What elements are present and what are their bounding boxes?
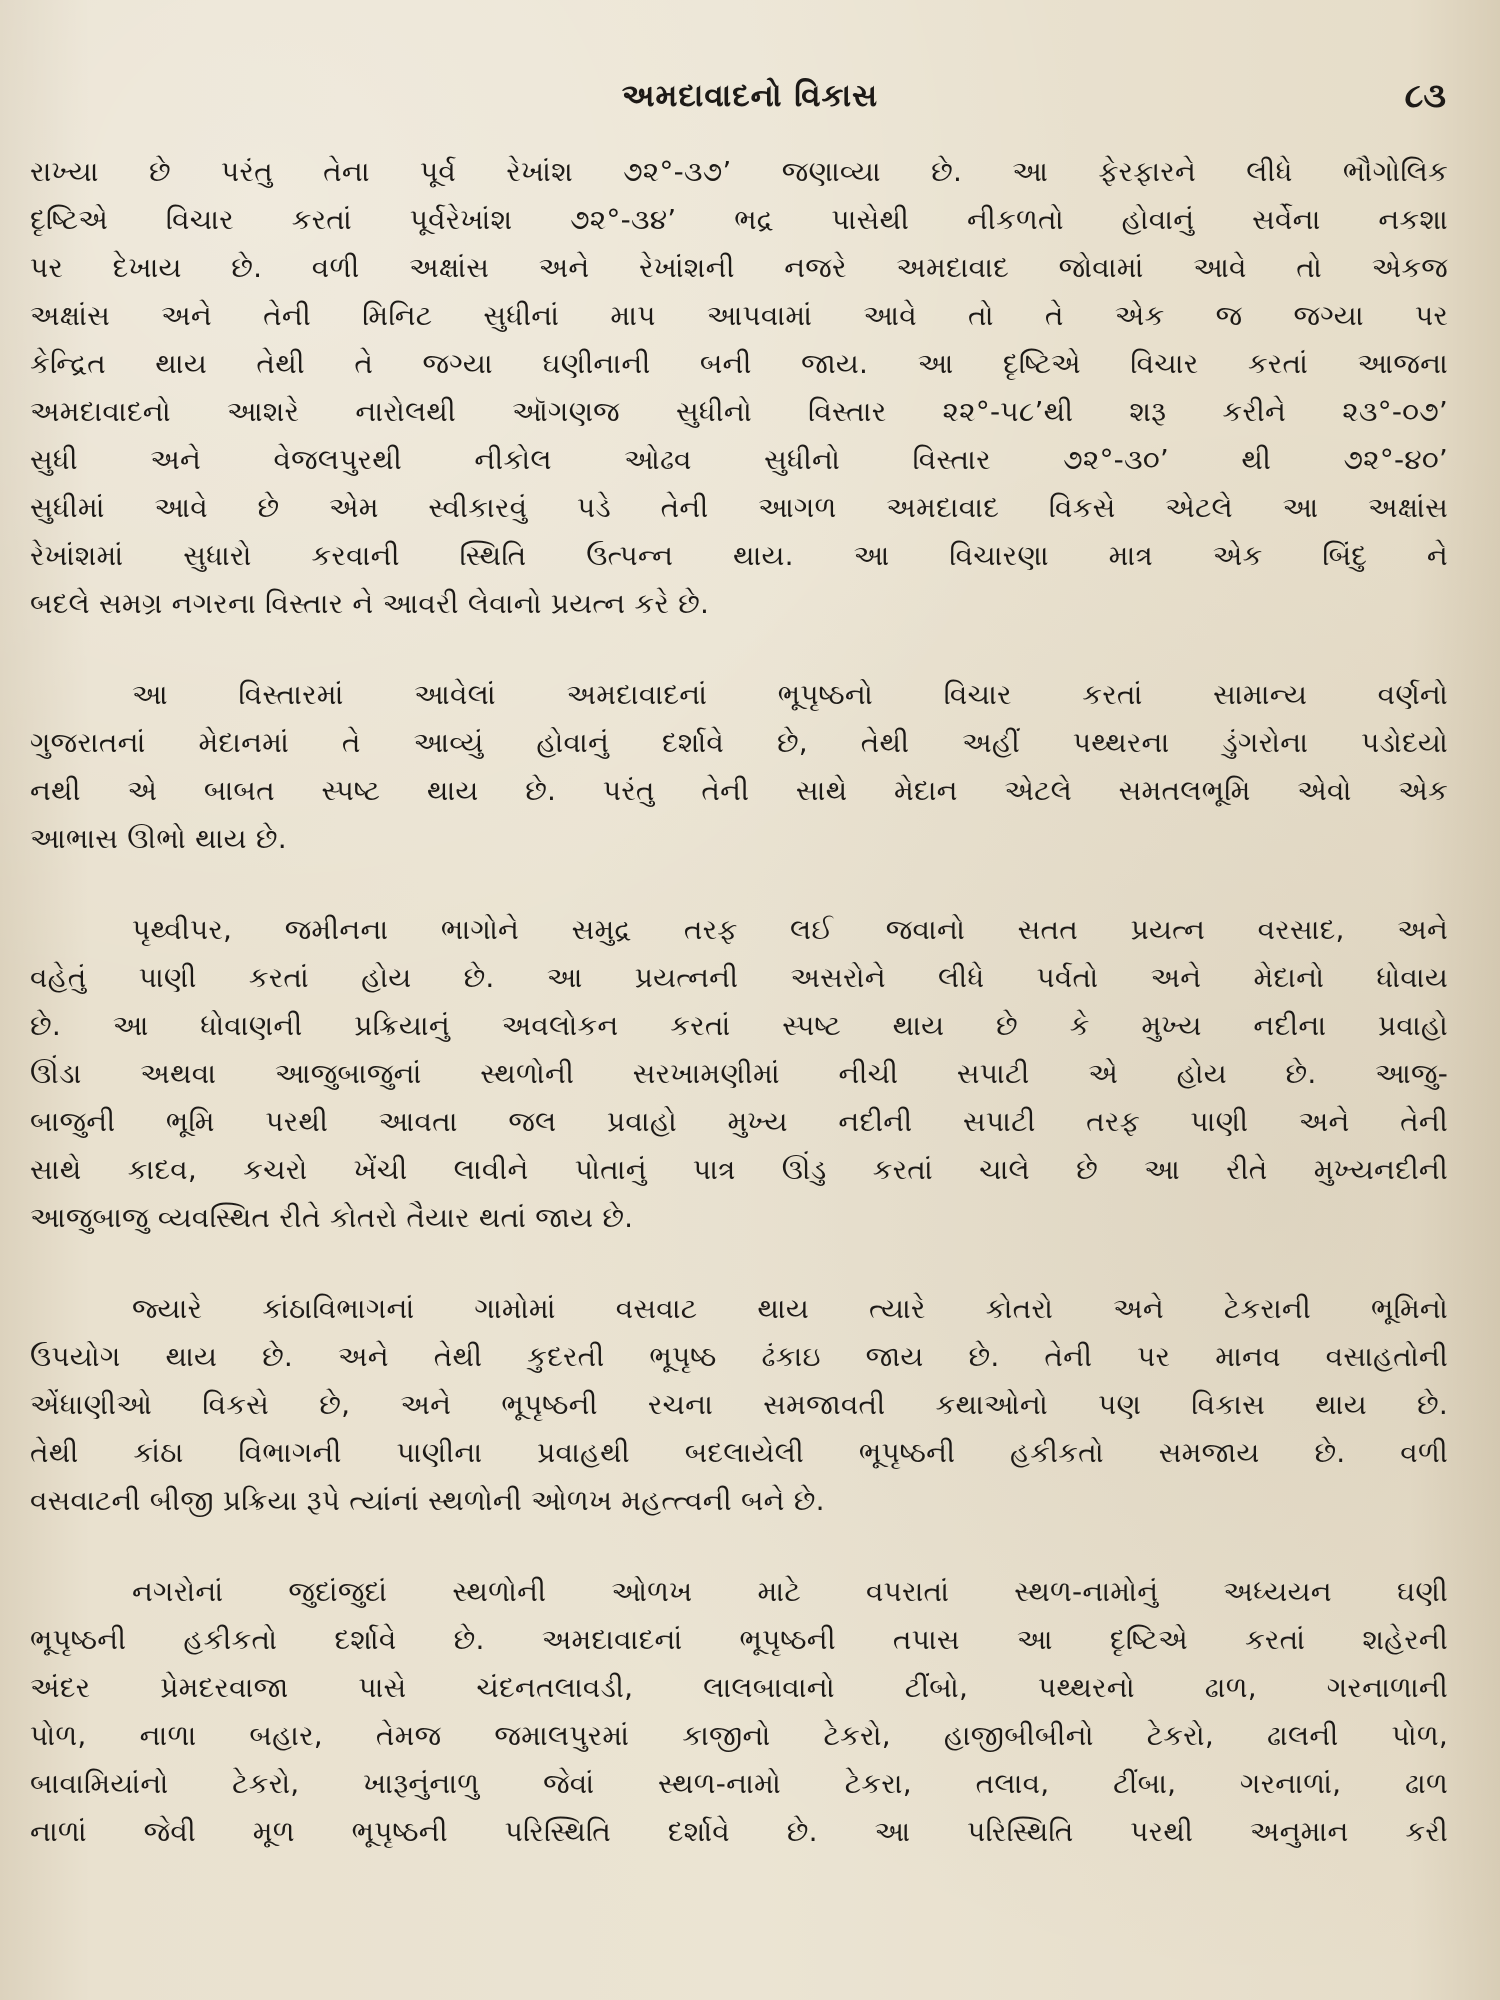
text-line: ગુજરાતનાં મેદાનમાં તે આવ્યું હોવાનું દર્શાવે છે, તેથી અહીં પથ્થરના ડુંગરોના પડોદયો	[30, 726, 1448, 759]
text-line: તેથી કાંઠા વિભાગની પાણીના પ્રવાહથી બદલાયેલી ભૂપૃષ્ઠની હકીકતો સમજાય છે. વળી	[30, 1436, 1448, 1469]
text-line: દૃષ્ટિએ વિચાર કરતાં પૂર્વરેખાંશ ૭૨°-૩૪’ ભદ્ર પાસેથી નીકળતો હોવાનું સર્વેના નકશા	[30, 203, 1448, 236]
paragraph-place-names	[30, 1568, 1448, 1856]
running-header	[0, 66, 1500, 126]
paragraph-erosion	[30, 906, 1448, 1242]
text-line: અંદર પ્રેમદરવાજા પાસે ચંદનતલાવડી, લાલબાવાનો ટીંબો, પથ્થરનો ઢાળ, ગરનાળાની	[30, 1671, 1448, 1704]
text-line: નાળાં જેવી મૂળ ભૂપૃષ્ઠની પરિસ્થિતિ દર્શાવે છે. આ પરિસ્થિતિ પરથી અનુમાન કરી	[30, 1815, 1448, 1848]
text-line: સુધી અને વેજલપુરથી નીકોલ ઓઢવ સુધીનો વિસ્તાર ૭૨°-૩૦’ થી ૭૨°-૪૦’	[30, 443, 1448, 476]
paragraph-coordinates	[30, 148, 1448, 628]
text-line: વહેતું પાણી કરતાં હોય છે. આ પ્રયત્નની અસરોને લીધે પર્વતો અને મેદાનો ધોવાય	[30, 961, 1448, 994]
text-line: અક્ષાંસ અને તેની મિનિટ સુધીનાં માપ આપવામાં આવે તો તે એક જ જગ્યા પર	[30, 299, 1448, 332]
text-line: પર દેખાય છે. વળી અક્ષાંસ અને રેખાંશની નજરે અમદાવાદ જોવામાં આવે તો એકજ	[30, 251, 1448, 284]
text-line: ઊંડા અથવા આજુબાજુનાં સ્થળોની સરખામણીમાં નીચી સપાટી એ હોય છે. આજુ-	[30, 1057, 1448, 1090]
text-line: સાથે કાદવ, કચરો ખેંચી લાવીને પોતાનું પાત્ર ઊંડુ કરતાં ચાલે છે આ રીતે મુખ્યનદીની	[30, 1153, 1448, 1186]
text-line: ઉપયોગ થાય છે. અને તેથી કુદરતી ભૂપૃષ્ઠ ઢંકાઇ જાય છે. તેની પર માનવ વસાહતોની	[30, 1340, 1448, 1373]
page-number: ૮૩	[1404, 76, 1446, 116]
text-line: બાવામિયાંનો ટેકરો, ખારૂનુંનાળુ જેવાં સ્થળ-નામો ટેકરા, તલાવ, ટીંબા, ગરનાળાં, ઢાળ	[30, 1767, 1448, 1800]
text-line: અમદાવાદનો આશરે નારોલથી ઑગણજ સુધીનો વિસ્તાર ૨૨°-૫૮’થી શરૂ કરીને ૨૩°-૦૭’	[30, 395, 1448, 428]
text-line: આભાસ ઊભો થાય છે.	[30, 822, 287, 855]
paragraph-settlement	[30, 1285, 1448, 1525]
text-line: બાજુની ભૂમિ પરથી આવતા જલ પ્રવાહો મુખ્ય નદીની સપાટી તરફ પાણી અને તેની	[30, 1105, 1448, 1138]
text-line: વસવાટની બીજી પ્રક્રિયા રૂપે ત્યાંનાં સ્થળોની ઓળખ મહત્ત્વની બને છે.	[30, 1484, 825, 1517]
text-line: જ્યારે કાંઠાવિભાગનાં ગામોમાં વસવાટ થાય ત્યારે કોતરો અને ટેકરાની ભૂમિનો	[132, 1292, 1448, 1325]
text-line: પૃથ્વીપર, જમીનના ભાગોને સમુદ્ર તરફ લઈ જવાનો સતત પ્રયત્ન વરસાદ, અને	[132, 913, 1448, 946]
text-line: પોળ, નાળા બહાર, તેમજ જમાલપુરમાં કાજીનો ટેકરો, હાજીબીબીનો ટેકરો, ઢાલની પોળ,	[30, 1719, 1448, 1752]
paragraph-surface	[30, 671, 1448, 863]
text-line: કેન્દ્રિત થાય તેથી તે જગ્યા ઘણીનાની બની જાય. આ દૃષ્ટિએ વિચાર કરતાં આજના	[30, 347, 1448, 380]
body-text	[30, 148, 1448, 1899]
text-line: નથી એ બાબત સ્પષ્ટ થાય છે. પરંતુ તેની સાથે મેદાન એટલે સમતલભૂમિ એવો એક	[30, 774, 1448, 807]
text-line: રેખાંશમાં સુધારો કરવાની સ્થિતિ ઉત્પન્ન થાય. આ વિચારણા માત્ર એક બિંદુ ને	[30, 539, 1448, 572]
text-line: છે. આ ધોવાણની પ્રક્રિયાનું અવલોકન કરતાં સ્પષ્ટ થાય છે કે મુખ્ય નદીના પ્રવાહો	[30, 1009, 1448, 1042]
text-line: સુધીમાં આવે છે એમ સ્વીકારવું પડે તેની આગળ અમદાવાદ વિકસે એટલે આ અક્ષાંસ	[30, 491, 1448, 524]
text-line: બદલે સમગ્ર નગરના વિસ્તાર ને આવરી લેવાનો પ્રયત્ન કરે છે.	[30, 587, 710, 620]
text-line: નગરોનાં જુદાંજુદાં સ્થળોની ઓળખ માટે વપરાતાં સ્થળ-નામોનું અધ્યયન ઘણી	[132, 1575, 1448, 1608]
text-line: ભૂપૃષ્ઠની હકીકતો દર્શાવે છે. અમદાવાદનાં ભૂપૃષ્ઠની તપાસ આ દૃષ્ટિએ કરતાં શહેરની	[30, 1623, 1448, 1656]
text-line: આજુબાજુ વ્યવસ્થિત રીતે કોતરો તૈયાર થતાં જાય છે.	[30, 1201, 634, 1234]
running-title: અમદાવાદનો વિકાસ	[621, 78, 879, 114]
text-line: એંધાણીઓ વિકસે છે, અને ભૂપૃષ્ઠની રચના સમજાવતી કથાઓનો પણ વિકાસ થાય છે.	[30, 1388, 1448, 1421]
text-line: રાખ્યા છે પરંતુ તેના પૂર્વ રેખાંશ ૭૨°-૩૭’ જણાવ્યા છે. આ ફેરફારને લીધે ભૌગોલિક	[30, 155, 1448, 188]
text-line: આ વિસ્તારમાં આવેલાં અમદાવાદનાં ભૂપૃષ્ઠનો વિચાર કરતાં સામાન્ય વર્ણનો	[132, 678, 1448, 711]
